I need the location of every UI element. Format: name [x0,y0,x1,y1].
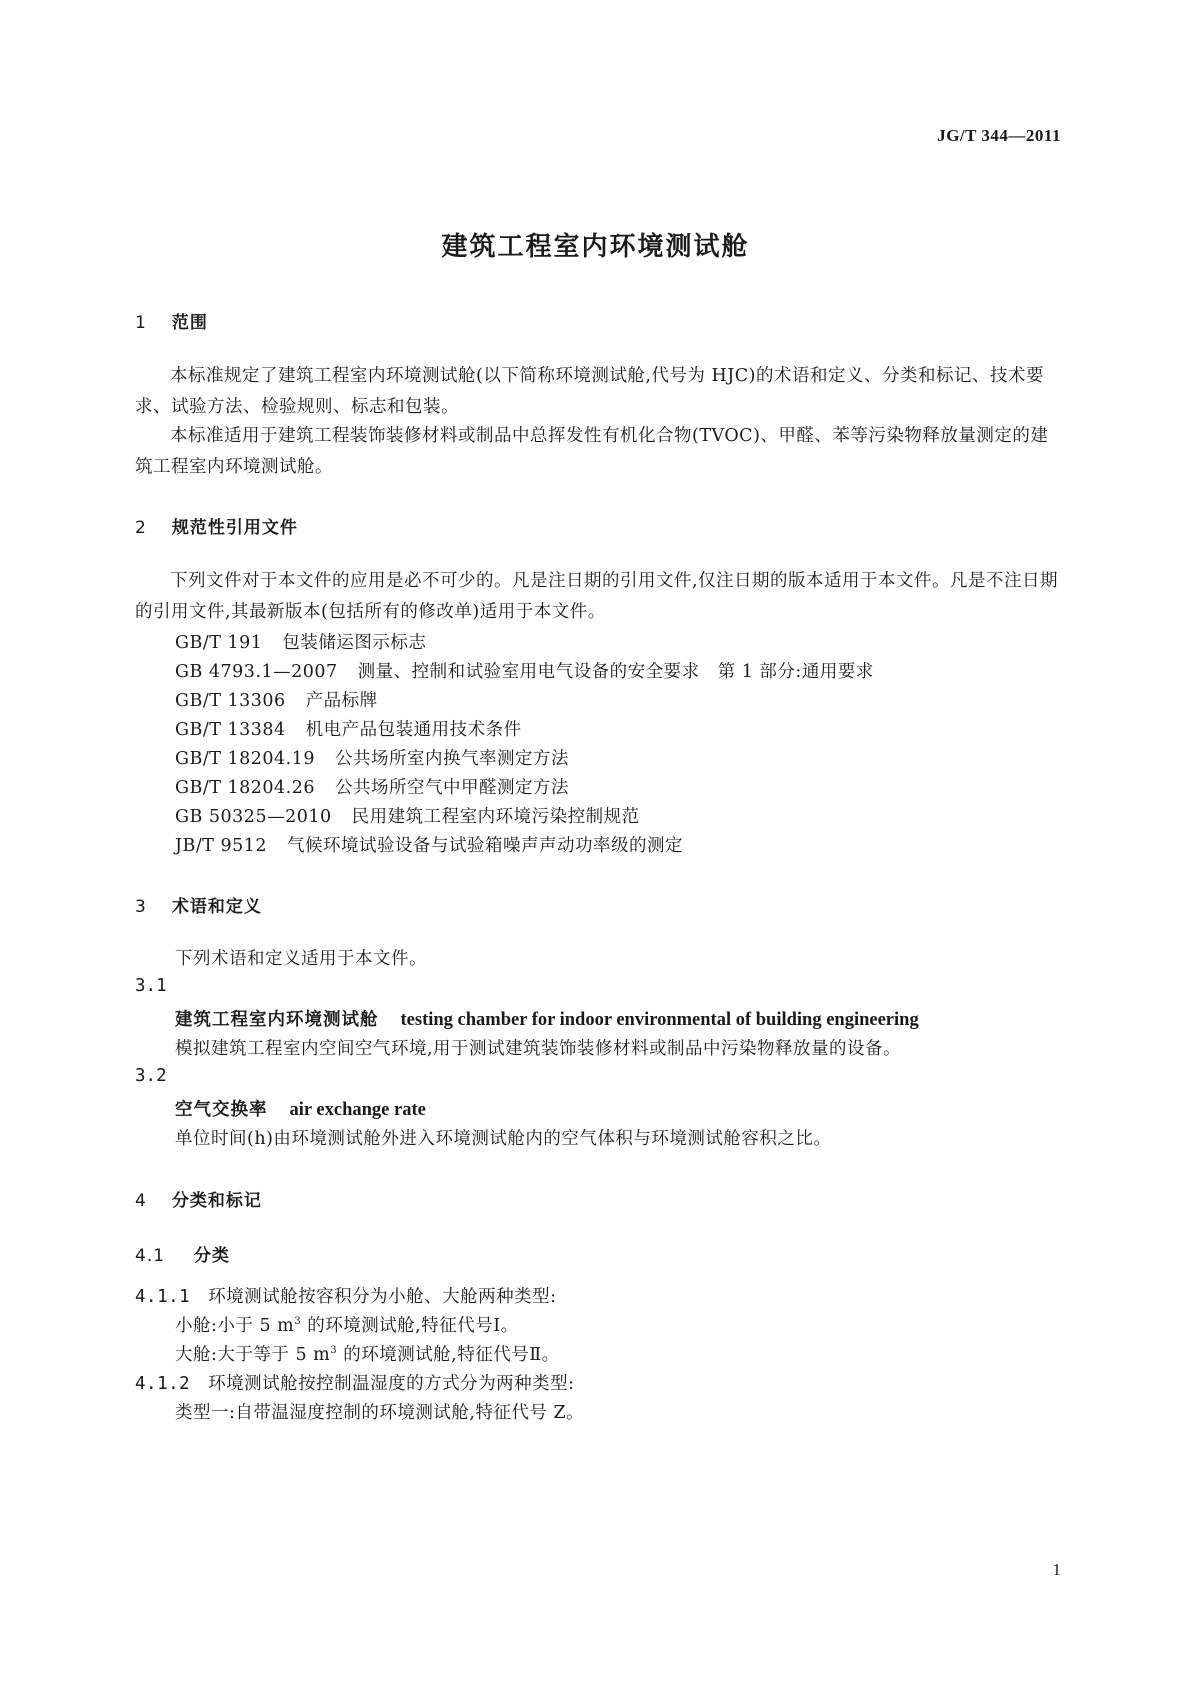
classification-type-one: 类型一:自带温湿度控制的环境测试舱,特征代号 Z。 [175,1403,585,1423]
reference-item [175,774,569,799]
reference-title: 公共场所空气中甲醛测定方法 [334,778,569,798]
section-2-heading [135,513,298,538]
reference-code: GB/T 13384 [175,720,286,740]
reference-item [175,658,874,683]
reference-item [175,629,426,654]
clause-text: 环境测试舱按容积分为小舱、大舱两种类型: [208,1287,557,1307]
references-intro: 下列文件对于本文件的应用是必不可少的。凡是注日期的引用文件,仅注日期的版本适用于本文件。凡是不注日期的引用文件,其最新版本(包括所有的修改单)适用于本文件。 [135,571,1059,622]
reference-code: GB/T 13306 [175,691,286,711]
subsection-4-1-heading [135,1241,230,1266]
reference-code: GB/T 191 [175,633,263,653]
section-4-heading [135,1186,262,1211]
superscript-3: 3 [330,1345,338,1357]
term-number: 3.1 [135,976,167,996]
reference-title: 包装储运图示标志 [282,633,427,653]
section-title: 规范性引用文件 [171,518,298,538]
term-chinese: 建筑工程室内环境测试舱 [175,1010,379,1030]
section-number: 4 [135,1191,147,1211]
term-definition: 模拟建筑工程室内空间空气环境,用于测试建筑装饰装修材料或制品中污染物释放量的设备。 [175,1039,902,1059]
classification-text: 小舱:小于 5 m [175,1316,295,1336]
reference-item [175,716,522,741]
classification-text: 的环境测试舱,特征代号Ⅱ。 [337,1345,560,1365]
reference-title: 气候环境试验设备与试验箱噪声声动功率级的测定 [287,836,684,856]
term-heading [175,1006,919,1031]
document-title: 建筑工程室内环境测试舱 [441,232,750,262]
term-english: testing chamber for indoor environmental of building engineering [400,1010,919,1030]
reference-item [175,803,640,828]
reference-title: 民用建筑工程室内环境污染控制规范 [351,807,640,827]
section-title: 术语和定义 [171,897,262,917]
classification-small [175,1312,519,1337]
reference-title: 机电产品包装通用技术条件 [305,720,522,740]
superscript-3: 3 [294,1316,302,1328]
clause-text: 环境测试舱按控制温湿度的方式分为两种类型: [208,1374,575,1394]
section-title: 范围 [171,313,208,333]
term-definition: 单位时间(h)由环境测试舱外进入环境测试舱内的空气体积与环境测试舱容积之比。 [175,1129,832,1149]
reference-code: GB 50325—2010 [175,807,332,827]
reference-title: 产品标牌 [305,691,378,711]
reference-code: GB/T 18204.26 [175,778,315,798]
terms-intro: 下列术语和定义适用于本文件。 [175,949,427,969]
reference-item [175,687,378,712]
classification-text: 大舱:大于等于 5 m [175,1345,331,1365]
reference-code: GB/T 18204.19 [175,749,315,769]
reference-title: 测量、控制和试验室用电气设备的安全要求 第 1 部分:通用要求 [357,662,874,682]
clause-4-1-1 [135,1283,557,1308]
reference-item [175,745,569,770]
classification-large [175,1341,560,1366]
section-number: 2 [135,518,147,538]
reference-title: 公共场所室内换气率测定方法 [334,749,569,769]
reference-item [175,832,683,857]
term-english: air exchange rate [289,1100,426,1120]
section-3-heading [135,892,262,917]
subsection-title: 分类 [193,1246,230,1266]
clause-number: 4.1.2 [135,1374,191,1394]
term-heading [175,1096,426,1121]
standard-code: JG/T 344—2011 [937,126,1061,145]
section-number: 3 [135,897,147,917]
subsection-number: 4.1 [135,1246,166,1266]
scope-paragraph-1: 本标准规定了建筑工程室内环境测试舱(以下简称环境测试舱,代号为 HJC)的术语和定义、分类和标记、技术要求、试验方法、检验规则、标志和包装。 [135,366,1044,417]
section-1-heading [135,308,208,333]
term-number: 3.2 [135,1066,167,1086]
section-number: 1 [135,313,147,333]
clause-number: 4.1.1 [135,1287,191,1307]
reference-code: JB/T 9512 [175,836,268,856]
section-title: 分类和标记 [171,1191,262,1211]
page-number: 1 [1052,1560,1061,1579]
classification-text: 的环境测试舱,特征代号Ⅰ。 [301,1316,519,1336]
reference-code: GB 4793.1—2007 [175,662,338,682]
clause-4-1-2 [135,1370,575,1395]
scope-paragraph-2: 本标准适用于建筑工程装饰装修材料或制品中总挥发性有机化合物(TVOC)、甲醛、苯等污染物释放量测定的建筑工程室内环境测试舱。 [135,426,1049,477]
term-chinese: 空气交换率 [175,1100,268,1120]
